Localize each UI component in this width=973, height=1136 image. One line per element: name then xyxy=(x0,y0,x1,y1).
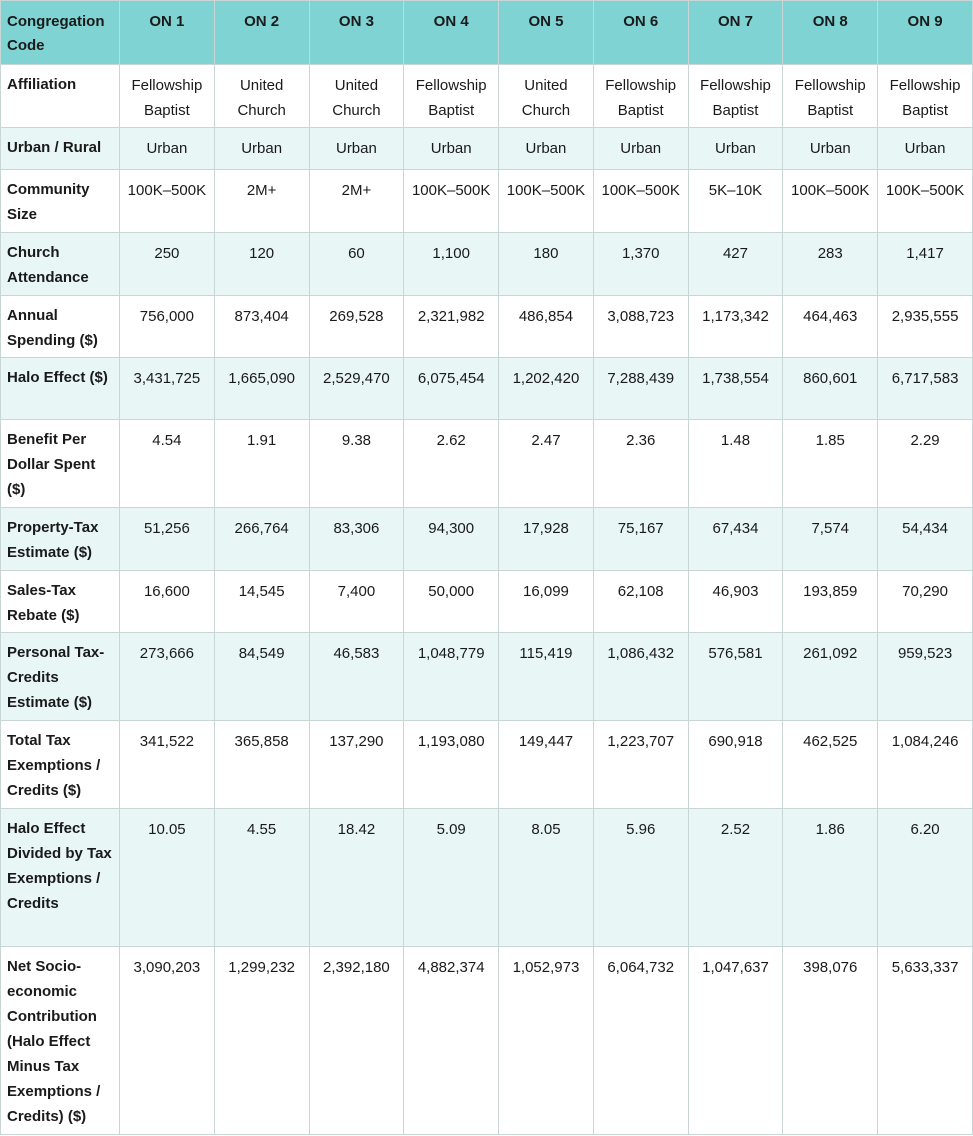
table-cell: 46,903 xyxy=(688,571,783,633)
table-cell: 873,404 xyxy=(214,296,309,358)
table-cell: 16,600 xyxy=(120,571,215,633)
table-cell: 50,000 xyxy=(404,571,499,633)
row-label: Sales-Tax Rebate ($) xyxy=(1,571,120,633)
table-cell: 100K–500K xyxy=(593,170,688,233)
column-header: ON 3 xyxy=(309,1,404,65)
table-cell: Fellowship Baptist xyxy=(688,65,783,128)
table-row xyxy=(1,358,973,420)
table-cell: United Church xyxy=(309,65,404,128)
table-cell: 266,764 xyxy=(214,508,309,571)
table-cell: Fellowship Baptist xyxy=(120,65,215,128)
table-cell: 94,300 xyxy=(404,508,499,571)
table-cell: Urban xyxy=(688,128,783,170)
table-cell: 100K–500K xyxy=(878,170,973,233)
table-row xyxy=(1,170,973,233)
table-cell: 2,321,982 xyxy=(404,296,499,358)
table-cell: 1.48 xyxy=(688,420,783,508)
table-cell: 6,064,732 xyxy=(593,947,688,1135)
row-label: Halo Effect Divided by Tax Exemptions / Credits xyxy=(1,809,120,947)
table-cell: 3,090,203 xyxy=(120,947,215,1135)
table-cell: 7,400 xyxy=(309,571,404,633)
row-label: Total Tax Exemptions / Credits ($) xyxy=(1,721,120,809)
table-cell: 46,583 xyxy=(309,633,404,721)
table-cell: 83,306 xyxy=(309,508,404,571)
table-cell: 5.09 xyxy=(404,809,499,947)
table-cell: Urban xyxy=(214,128,309,170)
table-cell: 1,417 xyxy=(878,233,973,296)
table-cell: 1.91 xyxy=(214,420,309,508)
table-cell: 4,882,374 xyxy=(404,947,499,1135)
table-cell: 14,545 xyxy=(214,571,309,633)
table-cell: 269,528 xyxy=(309,296,404,358)
table-cell: 1,086,432 xyxy=(593,633,688,721)
table-cell: 1,100 xyxy=(404,233,499,296)
column-header: ON 9 xyxy=(878,1,973,65)
table-cell: 100K–500K xyxy=(120,170,215,233)
table-cell: 2,392,180 xyxy=(309,947,404,1135)
table-cell: 4.54 xyxy=(120,420,215,508)
table-cell: 9.38 xyxy=(309,420,404,508)
table-cell: 427 xyxy=(688,233,783,296)
table-cell: 5.96 xyxy=(593,809,688,947)
table-cell: 193,859 xyxy=(783,571,878,633)
row-label: Affiliation xyxy=(1,65,120,128)
table-cell: 6,075,454 xyxy=(404,358,499,420)
row-label: Church Attendance xyxy=(1,233,120,296)
table-cell: 283 xyxy=(783,233,878,296)
table-cell: 4.55 xyxy=(214,809,309,947)
table-cell: 959,523 xyxy=(878,633,973,721)
table-cell: 2M+ xyxy=(309,170,404,233)
table-cell: 8.05 xyxy=(499,809,594,947)
row-label: Halo Effect ($) xyxy=(1,358,120,420)
table-cell: Urban xyxy=(593,128,688,170)
table-cell: 5,633,337 xyxy=(878,947,973,1135)
table-cell: 6.20 xyxy=(878,809,973,947)
table-cell: 341,522 xyxy=(120,721,215,809)
table-row xyxy=(1,420,973,508)
table-cell: 2.36 xyxy=(593,420,688,508)
table-cell: 137,290 xyxy=(309,721,404,809)
table-cell: United Church xyxy=(214,65,309,128)
column-header: ON 7 xyxy=(688,1,783,65)
table-cell: 1,202,420 xyxy=(499,358,594,420)
table-row xyxy=(1,633,973,721)
table-row xyxy=(1,571,973,633)
table-row xyxy=(1,65,973,128)
table-cell: 2,529,470 xyxy=(309,358,404,420)
row-label: Urban / Rural xyxy=(1,128,120,170)
table-cell: 1,738,554 xyxy=(688,358,783,420)
table-cell: 2.29 xyxy=(878,420,973,508)
table-cell: 756,000 xyxy=(120,296,215,358)
table-cell: Urban xyxy=(120,128,215,170)
table-cell: 576,581 xyxy=(688,633,783,721)
table-cell: 2.62 xyxy=(404,420,499,508)
table-cell: 7,288,439 xyxy=(593,358,688,420)
row-label: Benefit Per Dollar Spent ($) xyxy=(1,420,120,508)
table-row xyxy=(1,947,973,1135)
table-cell: 1,048,779 xyxy=(404,633,499,721)
table-cell: United Church xyxy=(499,65,594,128)
table-cell: 18.42 xyxy=(309,809,404,947)
column-header: ON 2 xyxy=(214,1,309,65)
table-cell: 1,370 xyxy=(593,233,688,296)
row-label: Net Socio-economic Contribution (Halo Effect Minus Tax Exemptions / Credits) ($) xyxy=(1,947,120,1135)
row-label: Property-Tax Estimate ($) xyxy=(1,508,120,571)
table-cell: 1,299,232 xyxy=(214,947,309,1135)
table-cell: 2M+ xyxy=(214,170,309,233)
table-cell: 16,099 xyxy=(499,571,594,633)
table-cell: 1.85 xyxy=(783,420,878,508)
table-cell: 2,935,555 xyxy=(878,296,973,358)
table-cell: 100K–500K xyxy=(783,170,878,233)
column-header: ON 4 xyxy=(404,1,499,65)
column-header: ON 8 xyxy=(783,1,878,65)
table-cell: 2.52 xyxy=(688,809,783,947)
table-cell: 690,918 xyxy=(688,721,783,809)
table-cell: Urban xyxy=(878,128,973,170)
table-row xyxy=(1,809,973,947)
table-row xyxy=(1,508,973,571)
table-cell: 261,092 xyxy=(783,633,878,721)
table-cell: Urban xyxy=(404,128,499,170)
table-cell: 2.47 xyxy=(499,420,594,508)
table-cell: Fellowship Baptist xyxy=(404,65,499,128)
column-header: ON 5 xyxy=(499,1,594,65)
table-cell: 84,549 xyxy=(214,633,309,721)
table-row xyxy=(1,128,973,170)
table-cell: Urban xyxy=(783,128,878,170)
table-cell: 5K–10K xyxy=(688,170,783,233)
table-cell: Fellowship Baptist xyxy=(878,65,973,128)
table-cell: 75,167 xyxy=(593,508,688,571)
table-cell: 1,052,973 xyxy=(499,947,594,1135)
table-row xyxy=(1,721,973,809)
table-cell: 54,434 xyxy=(878,508,973,571)
table-cell: 398,076 xyxy=(783,947,878,1135)
table-cell: 70,290 xyxy=(878,571,973,633)
table-cell: 273,666 xyxy=(120,633,215,721)
table-cell: 365,858 xyxy=(214,721,309,809)
table-cell: 6,717,583 xyxy=(878,358,973,420)
table-cell: 180 xyxy=(499,233,594,296)
table-cell: 1,047,637 xyxy=(688,947,783,1135)
table-cell: 462,525 xyxy=(783,721,878,809)
table-cell: Urban xyxy=(499,128,594,170)
table-cell: Urban xyxy=(309,128,404,170)
table-cell: 100K–500K xyxy=(499,170,594,233)
table-cell: 1.86 xyxy=(783,809,878,947)
table-cell: 62,108 xyxy=(593,571,688,633)
table-cell: 51,256 xyxy=(120,508,215,571)
table-cell: 3,431,725 xyxy=(120,358,215,420)
row-label: Community Size xyxy=(1,170,120,233)
table-cell: 7,574 xyxy=(783,508,878,571)
row-label: Annual Spending ($) xyxy=(1,296,120,358)
table-cell: 3,088,723 xyxy=(593,296,688,358)
table-cell: 1,173,342 xyxy=(688,296,783,358)
table-cell: 115,419 xyxy=(499,633,594,721)
table-cell: 17,928 xyxy=(499,508,594,571)
column-header: ON 6 xyxy=(593,1,688,65)
table-cell: 60 xyxy=(309,233,404,296)
table-row xyxy=(1,233,973,296)
table-cell: 10.05 xyxy=(120,809,215,947)
corner-header: Congregation Code xyxy=(1,1,120,65)
table-cell: 1,084,246 xyxy=(878,721,973,809)
table-cell: Fellowship Baptist xyxy=(593,65,688,128)
table-cell: 250 xyxy=(120,233,215,296)
table-cell: 67,434 xyxy=(688,508,783,571)
table-cell: 149,447 xyxy=(499,721,594,809)
table-cell: 100K–500K xyxy=(404,170,499,233)
table-cell: 1,665,090 xyxy=(214,358,309,420)
table-cell: 860,601 xyxy=(783,358,878,420)
table-row xyxy=(1,296,973,358)
table-cell: 120 xyxy=(214,233,309,296)
table-cell: 464,463 xyxy=(783,296,878,358)
table-cell: 1,193,080 xyxy=(404,721,499,809)
table-cell: 486,854 xyxy=(499,296,594,358)
header-row xyxy=(1,1,973,65)
table-cell: 1,223,707 xyxy=(593,721,688,809)
column-header: ON 1 xyxy=(120,1,215,65)
table-cell: Fellowship Baptist xyxy=(783,65,878,128)
row-label: Personal Tax-Credits Estimate ($) xyxy=(1,633,120,721)
